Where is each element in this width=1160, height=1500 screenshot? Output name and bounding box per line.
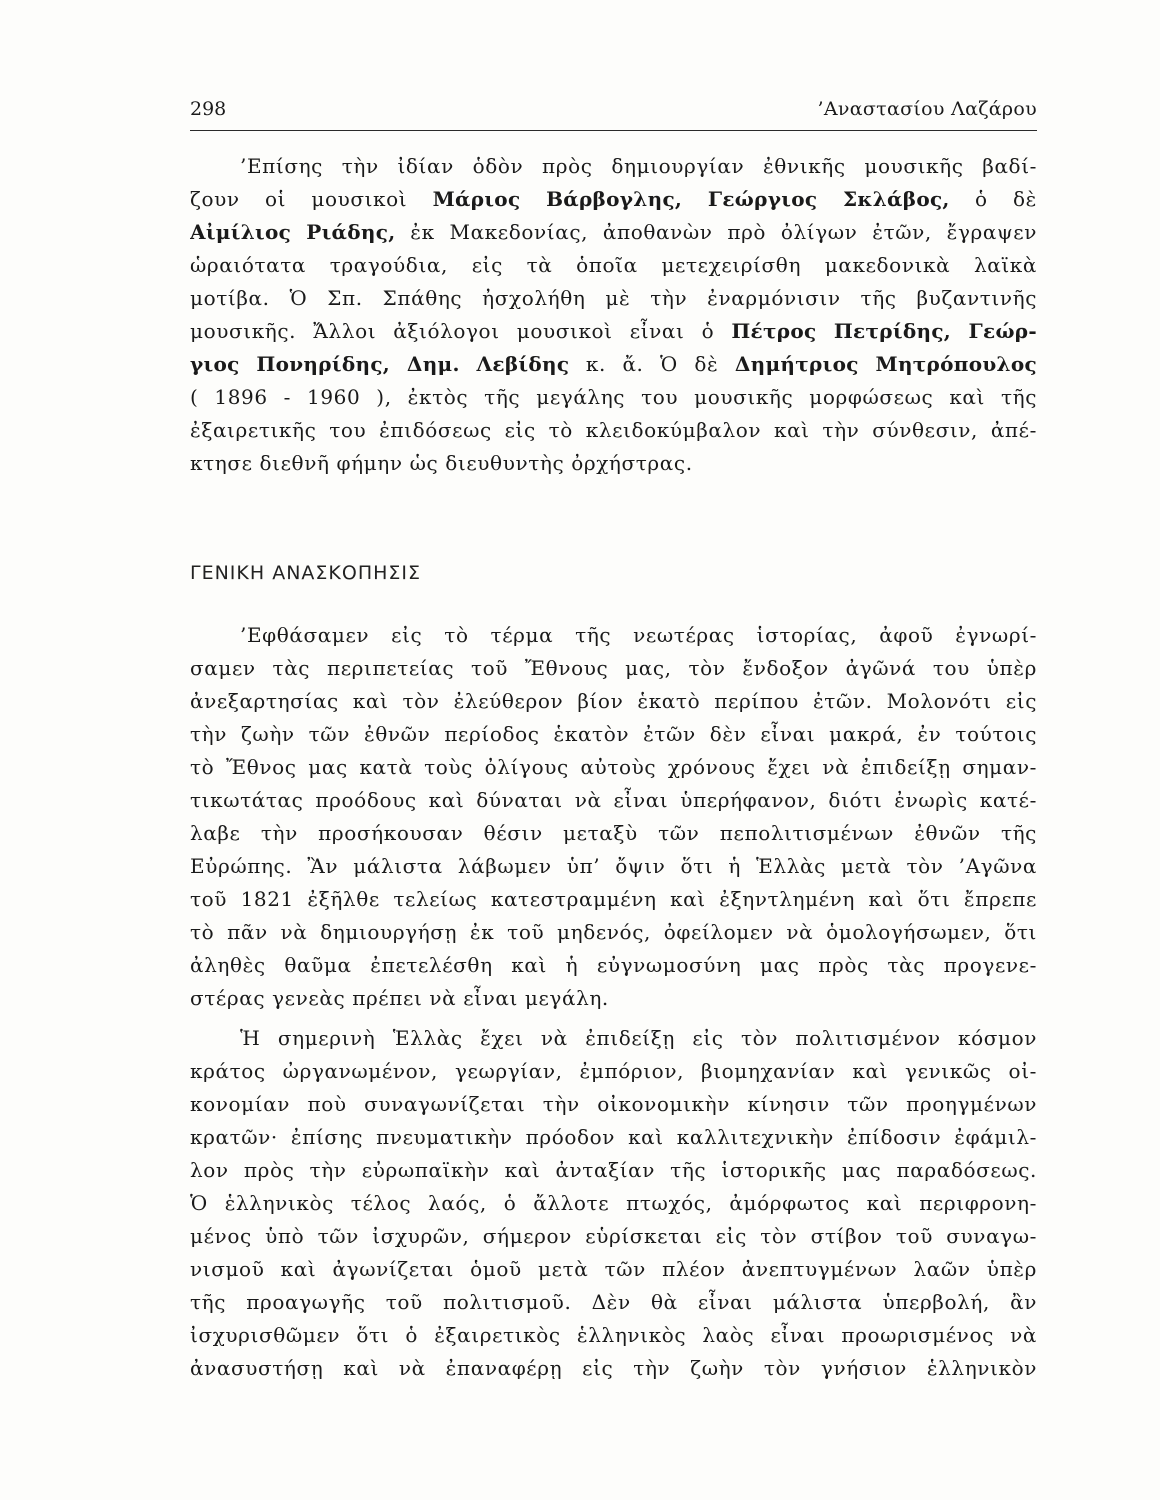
text-line: ’Εφθάσαμεν εἰς τὸ τέρμα τῆς νεωτέρας ἱστορίας, ἀφοῦ ἐγνωρί-: [240, 623, 1037, 647]
text-run: κτησε διεθνῆ φήμην ὡς διευθυντὴς ὀρχήστρας.: [190, 451, 693, 475]
paragraph-composers: [190, 150, 1037, 480]
text-line: [190, 381, 1037, 414]
page-number: 298: [190, 98, 227, 120]
text-line: σαμεν τὰς περιπετείας τοῦ Ἔθνους μας, τὸν ἔνδοξον ἀγῶνά του ὑπὲρ: [190, 656, 1037, 680]
text-line: τοῦ 1821 ἐξῆλθε τελείως κατεστραμμένη καὶ ἐξηντλημένη καὶ ὅτι ἔπρεπε: [190, 887, 1037, 911]
text-line: [190, 447, 1037, 480]
text-line: τῆς προαγωγῆς τοῦ πολιτισμοῦ. Δὲν θὰ εἶναι μάλιστα ὑπερβολή, ἂν: [190, 1290, 1037, 1314]
paragraph-general-review: [190, 619, 1037, 1015]
text-line: στέρας γενεὰς πρέπει νὰ εἶναι μεγάλη.: [190, 986, 609, 1010]
composer-name: Αἰμίλιος Ριάδης,: [190, 220, 396, 244]
text-line: ἀνασυστήσῃ καὶ νὰ ἐπαναφέρῃ εἰς τὴν ζωὴν τὸν γνήσιον ἑλληνικὸν: [190, 1356, 1037, 1380]
text-line: τικωτάτας προόδους καὶ δύναται νὰ εἶναι ὑπερήφανον, διότι ἐνωρὶς κατέ-: [190, 788, 1037, 812]
text-line: [190, 315, 1037, 348]
text-line: Ἡ σημερινὴ Ἑλλὰς ἔχει νὰ ἐπιδείξῃ εἰς τὸν πολιτισμένον κόσμον: [240, 1026, 1037, 1050]
text-line: [190, 150, 1037, 183]
text-run: κ. ἄ. Ὁ δὲ: [569, 352, 735, 376]
text-run: ὁ δὲ: [949, 187, 1037, 211]
text-line: κονομίαν ποὺ συναγωνίζεται τὴν οἰκονομικὴν κίνησιν τῶν προηγμένων: [190, 1092, 1037, 1116]
running-head: ’Αναστασίου Λαζάρου: [817, 98, 1037, 120]
composer-name: Δημήτριος Μητρόπουλος: [734, 352, 1037, 376]
text-line: λαβε τὴν προσήκουσαν θέσιν μεταξὺ τῶν πεπολιτισμένων ἐθνῶν τῆς: [190, 821, 1037, 845]
text-line: νισμοῦ καὶ ἀγωνίζεται ὁμοῦ μετὰ τῶν πλέον ἀνεπτυγμένων λαῶν ὑπὲρ: [190, 1257, 1037, 1281]
text-line: Ὁ ἑλληνικὸς τέλος λαός, ὁ ἄλλοτε πτωχός, ἀμόρφωτος καὶ περιφρονη-: [190, 1191, 1037, 1215]
composer-name: Μάριος Βάρβογλης, Γεώργιος Σκλάβος,: [432, 187, 950, 211]
text-line: τὴν ζωὴν τῶν ἐθνῶν περίοδος ἑκατὸν ἐτῶν δὲν εἶναι μακρά, ἐν τούτοις: [190, 722, 1037, 746]
text-line: [190, 216, 1037, 249]
text-run: ζουν οἱ μουσικοὶ: [190, 187, 433, 211]
text-line: Εὐρώπης. Ἂν μάλιστα λάβωμεν ὑπ’ ὄψιν ὅτι ἡ Ἑλλὰς μετὰ τὸν ’Αγῶνα: [190, 854, 1037, 878]
text-line: λον πρὸς τὴν εὐρωπαϊκὴν καὶ ἀνταξίαν τῆς ἱστορικῆς μας παραδόσεως.: [190, 1158, 1037, 1182]
text-run: ὡραιότατα τραγούδια, εἰς τὰ ὁποῖα μετεχειρίσθη μακεδονικὰ λαϊκὰ: [190, 253, 1037, 277]
text-line: [190, 414, 1037, 447]
text-line: ἀνεξαρτησίας καὶ τὸν ἐλεύθερον βίον ἑκατὸ περίπου ἐτῶν. Μολονότι εἰς: [190, 689, 1037, 713]
section-heading: ΓΕΝΙΚΗ ΑΝΑΣΚΟΠΗΣΙΣ: [190, 562, 422, 584]
text-line: κράτος ὠργανωμένον, γεωργίαν, ἐμπόριον, βιομηχανίαν καὶ γενικῶς οἰ-: [190, 1059, 1037, 1083]
text-run: μουσικῆς. Ἄλλοι ἀξιόλογοι μουσικοὶ εἶναι ὁ: [190, 319, 732, 343]
page-header: [190, 96, 1037, 131]
text-run: ( 1896 - 1960 ), ἐκτὸς τῆς μεγάλης του μουσικῆς μορφώσεως καὶ τῆς: [190, 385, 1037, 409]
text-line: τὸ πᾶν νὰ δημιουργήσῃ ἐκ τοῦ μηδενός, ὀφείλομεν νὰ ὁμολογήσωμεν, ὅτι: [190, 920, 1037, 944]
text-line: [190, 249, 1037, 282]
composer-name: γιος Πονηρίδης, Δημ. Λεβίδης: [190, 352, 570, 376]
text-line: ἰσχυρισθῶμεν ὅτι ὁ ἐξαιρετικὸς ἑλληνικὸς λαὸς εἶναι προωρισμένος νὰ: [190, 1323, 1037, 1347]
composer-name: Πέτρος Πετρίδης, Γεώρ-: [731, 319, 1037, 343]
text-run: ἐκ Μακεδονίας, ἀποθανὼν πρὸ ὀλίγων ἐτῶν, ἔγραψεν: [395, 220, 1037, 244]
text-run: ’Επίσης τὴν ἰδίαν ὁδὸν πρὸς δημιουργίαν ἐθνικῆς μουσικῆς βαδί-: [240, 154, 1037, 178]
paragraph-modern-greece: [190, 1022, 1037, 1385]
text-line: ἀληθὲς θαῦμα ἐπετελέσθη καὶ ἡ εὐγνωμοσύνη μας πρὸς τὰς προγενε-: [190, 953, 1037, 977]
text-line: μένος ὑπὸ τῶν ἰσχυρῶν, σήμερον εὑρίσκεται εἰς τὸν στίβον τοῦ συναγω-: [190, 1224, 1037, 1248]
text-line: κρατῶν· ἐπίσης πνευματικὴν πρόοδον καὶ καλλιτεχνικὴν ἐπίδοσιν ἐφάμιλ-: [190, 1125, 1037, 1149]
text-line: τὸ Ἔθνος μας κατὰ τοὺς ὀλίγους αὐτοὺς χρόνους ἔχει νὰ ἐπιδείξῃ σημαν-: [190, 755, 1037, 779]
text-line: [190, 348, 1037, 381]
text-run: ἐξαιρετικῆς του ἐπιδόσεως εἰς τὸ κλειδοκύμβαλον καὶ τὴν σύνθεσιν, ἀπέ-: [190, 418, 1037, 442]
text-line: [190, 282, 1037, 315]
text-line: [190, 183, 1037, 216]
text-run: μοτίβα. Ὁ Σπ. Σπάθης ἠσχολήθη μὲ τὴν ἐναρμόνισιν τῆς βυζαντινῆς: [190, 286, 1037, 310]
